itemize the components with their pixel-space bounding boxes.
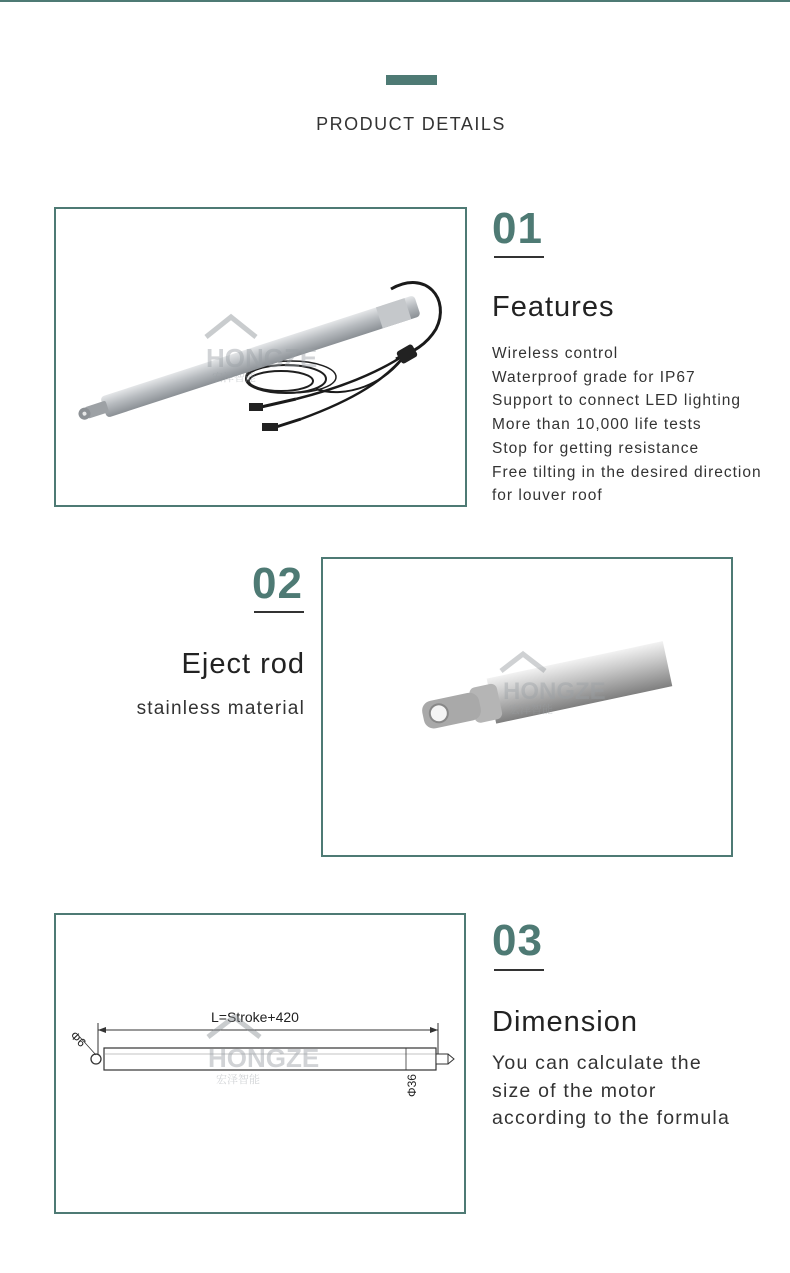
section-number: 02 [252,559,303,608]
header-accent-bar [386,75,437,85]
diameter-label: Φ36 [405,1074,419,1097]
description-line: size of the motor [492,1079,657,1102]
brand-watermark [208,1017,319,1086]
list-item: Waterproof grade for IP67 [492,368,696,386]
page-title: PRODUCT DETAILS [316,114,506,134]
list-item: Free tilting in the desired direction [492,463,762,481]
watermark-cn-text: 宏泽智能 [212,372,256,384]
actuator-image [56,209,465,505]
watermark-brand-text: HONGZE [206,343,318,373]
section-number: 03 [492,916,543,965]
dimension-drawing [56,915,464,1212]
list-item: Stop for getting resistance [492,439,700,457]
length-label: L=Stroke+420 [211,1009,299,1025]
hole-diameter-label: Φ6 [67,1028,89,1050]
number-underline [254,611,304,613]
list-item: More than 10,000 life tests [492,416,702,434]
watermark-brand-text: HONGZE [503,678,606,705]
section-description [137,695,305,723]
watermark-cn-text: 宏泽智能 [509,704,553,716]
list-item: Support to connect LED lighting [492,392,741,410]
features-image-frame [54,207,467,507]
number-underline [494,256,544,258]
watermark-cn-text: 宏泽智能 [216,1074,260,1086]
list-item: Wireless control [492,345,619,362]
section-description [492,1050,730,1133]
section-title: Features [492,291,615,323]
list-item: for louver roof [492,487,603,505]
section-title: Dimension [492,1006,638,1038]
section-number: 01 [492,204,543,253]
description-line: You can calculate the [492,1052,702,1074]
dimension-image-frame [54,913,466,1214]
watermark-brand-text: HONGZE [208,1043,320,1073]
eject-rod-image [323,559,731,855]
eject-rod-image-frame [321,557,733,857]
section-title: Eject rod [181,648,305,680]
description-line: stainless material [136,698,305,719]
features-list [492,342,762,508]
top-divider [0,0,790,2]
number-underline [494,969,544,971]
description-line: according to the formula [492,1107,730,1129]
